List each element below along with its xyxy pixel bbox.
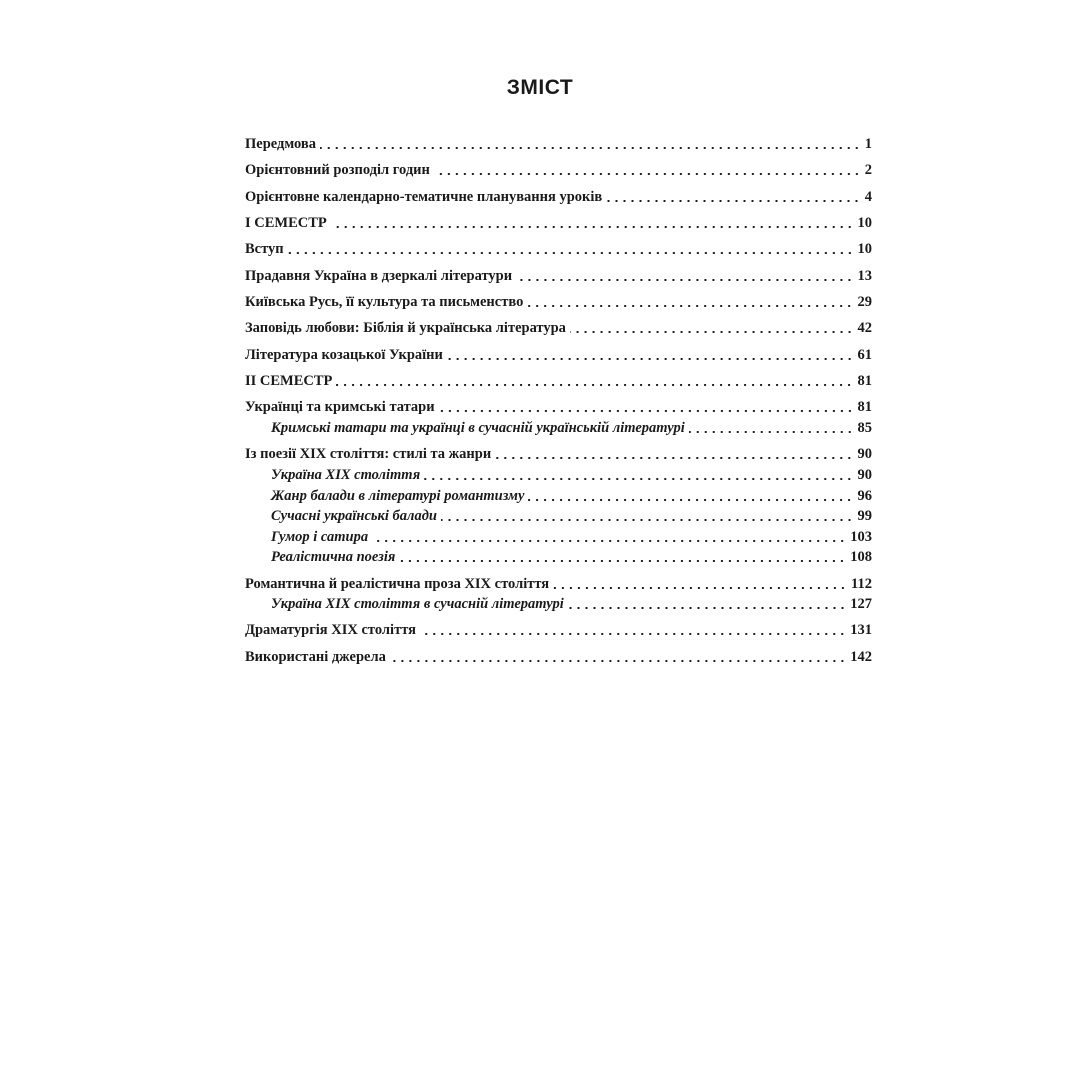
- toc-entry: [245, 238, 872, 260]
- toc-entry-page: 2: [861, 162, 872, 179]
- toc-entry-page: 108: [846, 549, 872, 566]
- toc-entry: [245, 443, 872, 465]
- dot-leader: [447, 358, 854, 360]
- dot-leader: [336, 384, 853, 386]
- toc-entry-title: Із поезії XIX століття: стилі та жанри: [245, 446, 495, 463]
- toc-entry-title: Заповідь любови: Біблія й українська література: [245, 320, 570, 337]
- toc-entry: [245, 317, 872, 339]
- toc-entry-title: Вступ: [245, 241, 288, 258]
- toc-subentry: [245, 593, 872, 615]
- toc-entry-title: ІІ СЕМЕСТР: [245, 373, 336, 390]
- toc-entry-title: І СЕМЕСТР: [245, 215, 331, 232]
- toc-entry-page: 131: [846, 622, 872, 639]
- dot-leader: [424, 478, 853, 480]
- dot-leader: [570, 331, 854, 333]
- toc-entry-page: 103: [846, 529, 872, 546]
- toc-subentry: [245, 546, 872, 568]
- toc-entry-title: Прадавня Україна в дзеркалі літератури: [245, 268, 516, 285]
- toc-entry-title: Гумор і сатира: [245, 529, 372, 546]
- toc-entry: [245, 370, 872, 392]
- toc-entry-page: 13: [854, 268, 873, 285]
- toc-entry-page: 10: [854, 215, 873, 232]
- toc-entry-title: Орієнтовний розподіл годин: [245, 162, 434, 179]
- toc-entry-title: Романтична й реалістична проза XIX століття: [245, 576, 553, 593]
- toc-entry-title: Україна XIX століття: [245, 467, 424, 484]
- toc-entry-title: Передмова: [245, 136, 320, 153]
- toc-entry: [245, 573, 872, 595]
- toc-entry-title: Київська Русь, її культура та письменство: [245, 294, 527, 311]
- dot-leader: [516, 279, 853, 281]
- toc-entry: [245, 344, 872, 366]
- toc-entry-page: 61: [854, 347, 873, 364]
- toc-entry-page: 90: [854, 446, 873, 463]
- toc-entry: [245, 619, 872, 641]
- toc-subentry: [245, 417, 872, 439]
- dot-leader: [420, 633, 846, 635]
- dot-leader: [320, 147, 861, 149]
- dot-leader: [689, 431, 854, 433]
- dot-leader: [288, 252, 854, 254]
- dot-leader: [568, 607, 847, 609]
- dot-leader: [331, 226, 854, 228]
- toc-entry-title: Сучасні українські балади: [245, 508, 441, 525]
- toc-entry-page: 29: [854, 294, 873, 311]
- toc-subentry: [245, 485, 872, 507]
- toc-entry-page: 96: [854, 488, 873, 505]
- toc-entry: [245, 291, 872, 313]
- toc-entry-title: Кримські татари та українці в сучасній українській літературі: [245, 420, 689, 437]
- toc-subentry: [245, 464, 872, 486]
- toc-entry-page: 90: [854, 467, 873, 484]
- toc-entry-page: 127: [846, 596, 872, 613]
- toc-entry-page: 85: [854, 420, 873, 437]
- toc-entry-page: 42: [854, 320, 873, 337]
- toc-entry-page: 112: [847, 576, 872, 593]
- toc-entry: [245, 396, 872, 418]
- dot-leader: [372, 540, 846, 542]
- toc-entry-page: 99: [854, 508, 873, 525]
- toc-entry: [245, 159, 872, 181]
- toc-entry-page: 142: [846, 649, 872, 666]
- dot-leader: [441, 519, 854, 521]
- dot-leader: [390, 660, 846, 662]
- dot-leader: [553, 587, 847, 589]
- toc-entry-page: 81: [854, 373, 873, 390]
- toc-subentry: [245, 526, 872, 548]
- toc-entry-page: 4: [861, 189, 872, 206]
- toc-entry-title: Використані джерела: [245, 649, 390, 666]
- page-title: ЗМІСТ: [506, 76, 574, 99]
- dot-leader: [528, 499, 853, 501]
- toc-entry-title: Драматургія XIX століття: [245, 622, 420, 639]
- dot-leader: [434, 173, 861, 175]
- toc-entry-title: Орієнтовне календарно-тематичне планування уроків: [245, 189, 606, 206]
- toc-entry-title: Україна XIX століття в сучасній літературі: [245, 596, 568, 613]
- toc-entry: [245, 186, 872, 208]
- toc-entry-page: 10: [854, 241, 873, 258]
- toc-entry-title: Жанр балади в літературі романтизму: [245, 488, 528, 505]
- toc-entry-title: Українці та кримські татари: [245, 399, 439, 416]
- toc-entry-page: 1: [861, 136, 872, 153]
- toc-entry: [245, 133, 872, 155]
- toc-entry-title: Література козацької України: [245, 347, 447, 364]
- dot-leader: [527, 305, 853, 307]
- dot-leader: [399, 560, 846, 562]
- toc-subentry: [245, 505, 872, 527]
- dot-leader: [606, 200, 861, 202]
- dot-leader: [495, 457, 853, 459]
- toc-entry: [245, 212, 872, 234]
- dot-leader: [439, 410, 854, 412]
- toc-entry-page: 81: [854, 399, 873, 416]
- toc-entry: [245, 646, 872, 668]
- toc-entry: [245, 265, 872, 287]
- toc-entry-title: Реалістична поезія: [245, 549, 399, 566]
